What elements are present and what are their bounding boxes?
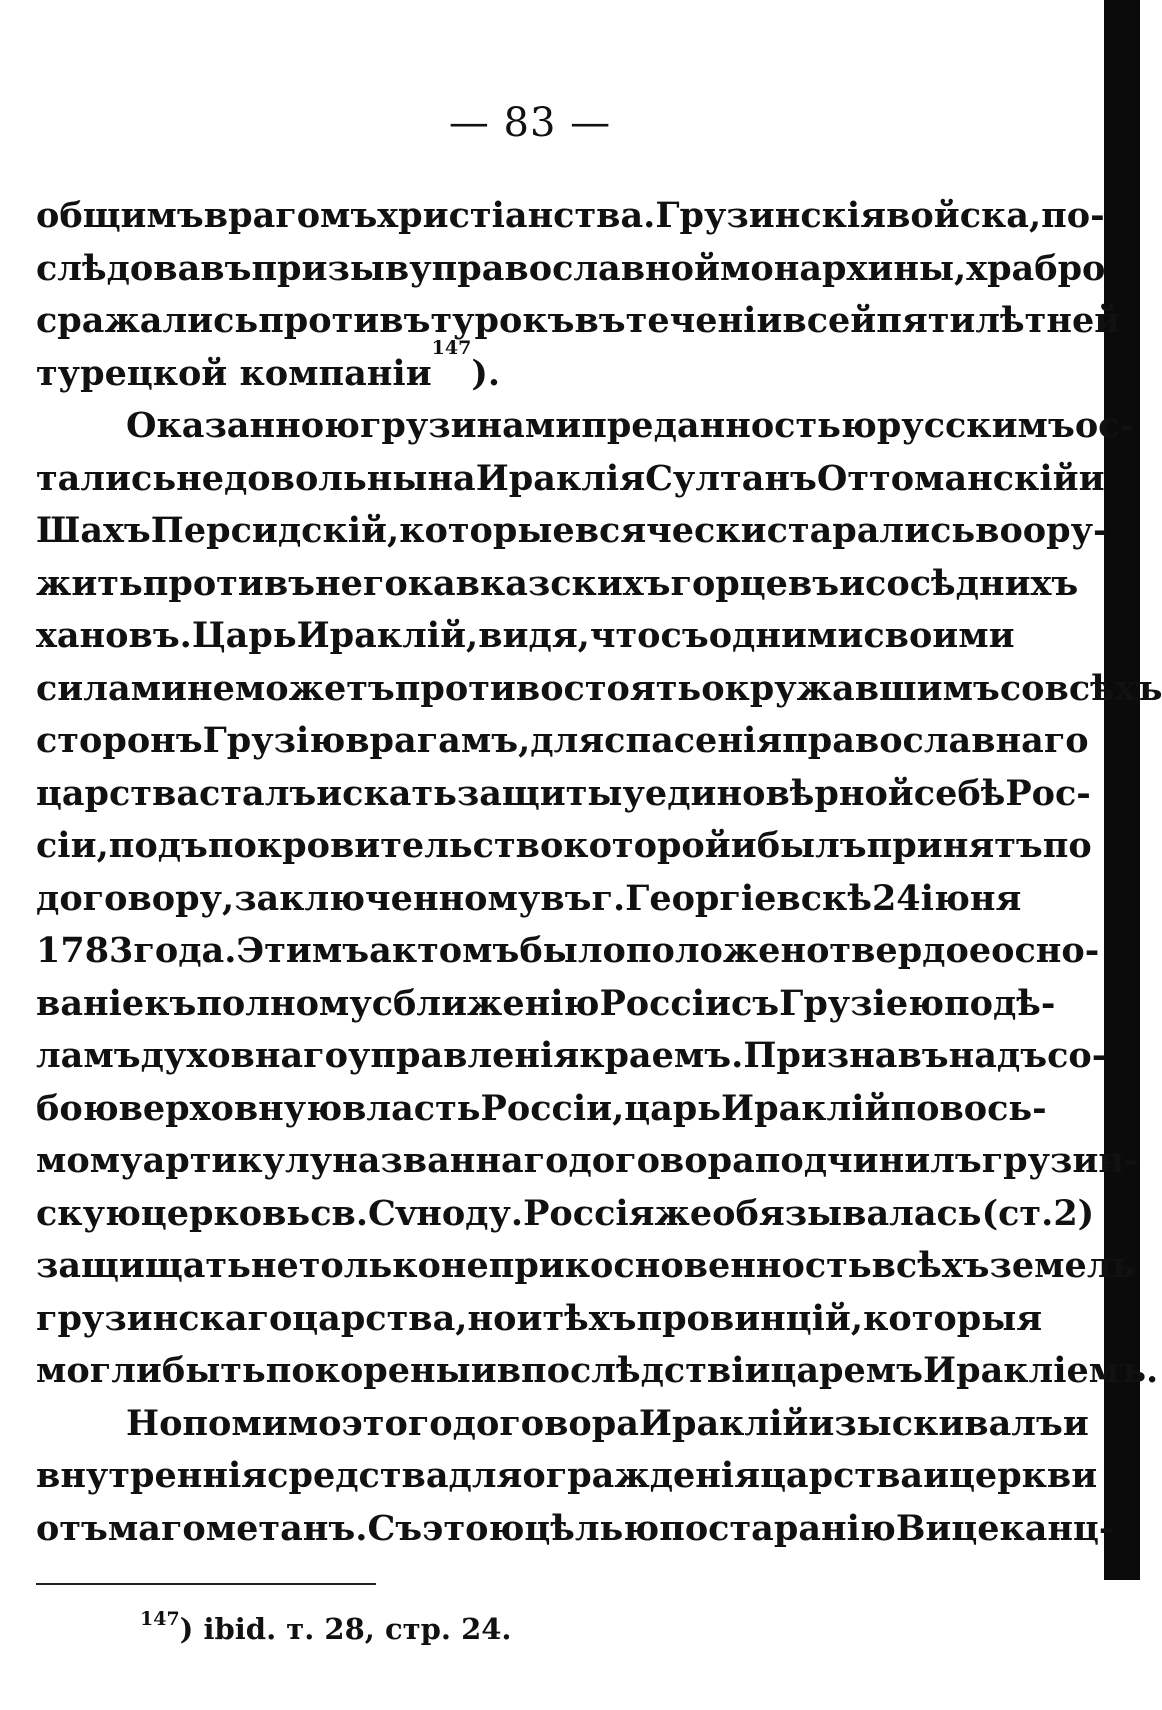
word: царства [36,772,200,814]
word: Георгіевскѣ [625,877,872,919]
text-line [36,558,1079,611]
scan-edge-shadow [1104,0,1140,1580]
word: твердое [829,930,992,971]
word: Ираклія [475,457,646,499]
paragraph [36,1398,1114,1556]
word: защиты [456,772,623,814]
word: и [730,825,757,866]
word: артикулу [142,1140,333,1181]
word: слѣдовавъ [36,247,252,289]
word: вось- [939,1087,1047,1129]
word: было [519,930,626,971]
text-line [36,978,1056,1031]
word: христіанства. [377,195,656,236]
word: могли [36,1350,162,1391]
word: краемъ. [579,1035,744,1076]
word: сторонъ [36,720,203,761]
word: со [999,667,1045,709]
text-line [36,295,1121,348]
word: Россіи [599,982,731,1024]
word: себѣ [913,772,1006,814]
word: 24 [871,877,921,919]
word: Россіи, [480,1087,625,1129]
word: противостоять [394,667,702,709]
footnote-marker: 147 [140,1608,180,1630]
word: которыя [863,1297,1043,1339]
word: сближенію [371,982,600,1024]
word: Этимъ [236,930,370,971]
text-line [36,1240,1136,1293]
word: Грузію [202,720,346,761]
word: и [470,1350,497,1391]
word: можетъ [234,667,395,709]
word: Рос- [1005,772,1091,814]
word: къ [144,982,197,1024]
word: г. [591,877,626,919]
text-line [36,1345,1159,1398]
word: по [659,1507,709,1549]
word: общимъ [36,195,204,236]
word: скую [36,1192,141,1234]
word: мому [36,1140,143,1181]
word: (ст. [981,1192,1054,1234]
word: грузинами [359,405,582,446]
text-line [36,1503,1114,1556]
word: внутреннія [36,1455,268,1496]
word: не [187,667,235,709]
word: духовнаго [140,1035,348,1076]
word: неприкосновенность [440,1245,872,1286]
word: старались [766,510,976,551]
word: тались [36,457,177,499]
paragraph [36,400,1162,1398]
word: тѣхъ [542,1297,637,1339]
word: и [516,1297,543,1339]
body-text [36,190,1162,1555]
word: для [448,1455,523,1496]
word: Ираклій, [296,615,479,656]
word: договора [452,1402,639,1444]
text-line [36,243,1106,296]
text-line [36,1450,1098,1503]
word: всей [782,300,877,341]
word: одними [708,615,864,656]
word: съ [731,982,780,1024]
paragraph [36,190,1121,400]
text-line [36,610,1015,663]
word: отъ [36,1507,108,1549]
word: силами [36,667,187,709]
word: воору- [975,510,1108,551]
word: Султанъ [645,457,817,499]
word: грузин- [981,1140,1139,1181]
text-line [36,453,1105,506]
word: всѣхъ [1044,667,1162,709]
text-line [36,190,1105,243]
word: 1783 [36,930,134,971]
word: православной [431,247,720,289]
word: на [427,457,476,499]
word: Оказанною [126,405,360,446]
footnote [140,1608,512,1646]
word: православнаго [782,720,1089,761]
word: Грузинскія [655,195,887,236]
word: врагамъ, [345,720,531,761]
word: и [1062,1402,1089,1444]
word: кавказскихъ [407,562,671,604]
word: названнаго [332,1140,569,1181]
word: сіи, [36,825,109,866]
page-number: — 83 — [448,100,612,146]
word: ламъ [36,1035,141,1076]
word: сосѣднихъ [865,562,1079,604]
word: Оттоманскій [816,457,1079,499]
word: по [890,1087,940,1129]
word: изыскивалъ [808,1402,1063,1444]
word: грузинскаго [36,1297,293,1339]
text-line [36,1293,1043,1346]
word: былъ [756,825,867,866]
word: надъ [948,1035,1048,1076]
word: для [530,720,605,761]
word: принятъ [866,825,1043,866]
word: единовѣрной [644,772,914,814]
word: полному [196,982,372,1024]
word: сталъ [199,772,317,814]
word: договора [568,1140,755,1181]
word: средства [267,1455,449,1496]
word: власть [342,1087,481,1129]
text-line [36,820,1092,873]
word: 2) [1053,1192,1095,1234]
word: ваніе [36,982,145,1024]
word: церкви [949,1455,1098,1496]
word: цѣлью [524,1507,660,1549]
text-line [36,336,1012,401]
word: по- [1041,195,1105,236]
word: помимо [182,1402,342,1444]
word: которой [563,825,731,866]
word: бою [36,1087,119,1129]
line-text: ). [471,352,501,394]
word: Персидскій, [150,510,400,551]
word: русскимъ [876,405,1075,446]
word: обязывалась [712,1192,982,1234]
word: со- [1047,1035,1107,1076]
word: Иракліемъ. [923,1350,1159,1391]
word: съ [660,615,709,656]
word: монархины, [719,247,967,289]
word: Шахъ [36,510,151,551]
word: турокъ [430,300,575,341]
word: царемъ [770,1350,924,1391]
word: и [839,562,866,604]
word: окружавшимъ [701,667,1000,709]
word: ос- [1074,405,1134,446]
word: провинцій, [636,1297,864,1339]
word: св. [310,1192,369,1234]
word: покровительство [207,825,564,866]
word: Россія [523,1192,655,1234]
word: Сvноду. [368,1192,524,1234]
text-line [36,505,1108,558]
word: теченіи [625,300,783,341]
word: сражались [36,300,259,341]
word: горцевъ [670,562,840,604]
word: церковь [140,1192,311,1234]
word: старанію [708,1507,896,1549]
word: недовольны [176,457,428,499]
word: которые [399,510,575,551]
text-line [36,663,1162,716]
text-line [36,1188,1095,1241]
word: противъ [142,562,315,604]
word: подчинилъ [754,1140,982,1181]
line-text: турецкой компаніи [36,352,432,394]
word: Грузіею [779,982,945,1024]
word: этою [422,1507,525,1549]
text-line [36,873,1022,926]
word: и [923,1455,950,1496]
word: царь [624,1087,722,1129]
word: заключенному [234,877,541,919]
word: земель [989,1245,1136,1286]
word: года. [133,930,237,971]
word: войска, [886,195,1042,236]
word: Ираклій [721,1087,891,1129]
word: искать [316,772,457,814]
word: видя, [478,615,590,656]
word: не [250,1245,299,1286]
word: огражденія [522,1455,761,1496]
word: него [315,562,408,604]
word: Вицеканц- [895,1507,1114,1549]
word: хановъ. [36,615,192,656]
word: царства [760,1455,924,1496]
word: по [944,982,993,1024]
footnote-text: ) ibid. т. 28, стр. 24. [179,1612,512,1646]
footnote-divider [36,1583,376,1585]
text-line [36,400,1134,453]
word: призыву [251,247,432,289]
word: договору, [36,877,235,919]
word: своими [863,615,1015,656]
word: преданностью [581,405,877,446]
word: спасенія [604,720,783,761]
word: подъ [108,825,208,866]
word: храбро [966,247,1106,289]
word: противъ [258,300,431,341]
word: всѣхъ [871,1245,990,1286]
text-line [36,1030,1107,1083]
word: но [467,1297,517,1339]
word: верховную [118,1087,343,1129]
word: что [589,615,661,656]
word: и [1078,457,1105,499]
word: іюня [920,877,1022,919]
word: Ираклій [638,1402,809,1444]
text-line [36,925,1100,978]
word: по [1042,825,1092,866]
word: жить [36,562,143,604]
word: управленія [347,1035,580,1076]
text-line [36,1135,1139,1188]
word: магометанъ. [107,1507,368,1549]
word: дѣ- [992,982,1056,1024]
word: положено [625,930,830,971]
word: Но [126,1402,183,1444]
word: актомъ [369,930,520,971]
footnote-reference: 147 [431,336,472,359]
word: осно- [991,930,1100,971]
word: защищать [36,1245,251,1286]
word: пятилѣтней [876,300,1121,341]
word: Съ [367,1507,423,1549]
text-line [36,715,1089,768]
word: быть [161,1350,266,1391]
word: впослѣдствіи [496,1350,771,1391]
word: Признавъ [743,1035,949,1076]
word: въ [540,877,592,919]
text-line [36,1398,1089,1451]
word: всячески [574,510,767,551]
word: же [654,1192,713,1234]
text-line [36,768,1091,821]
word: врагомъ [203,195,378,236]
word: у [622,772,645,814]
word: только [298,1245,441,1286]
word: этого [341,1402,453,1444]
word: царства, [292,1297,468,1339]
word: Царь [191,615,297,656]
text-line [36,1083,1047,1136]
word: покорены [265,1350,471,1391]
word: въ [574,300,626,341]
